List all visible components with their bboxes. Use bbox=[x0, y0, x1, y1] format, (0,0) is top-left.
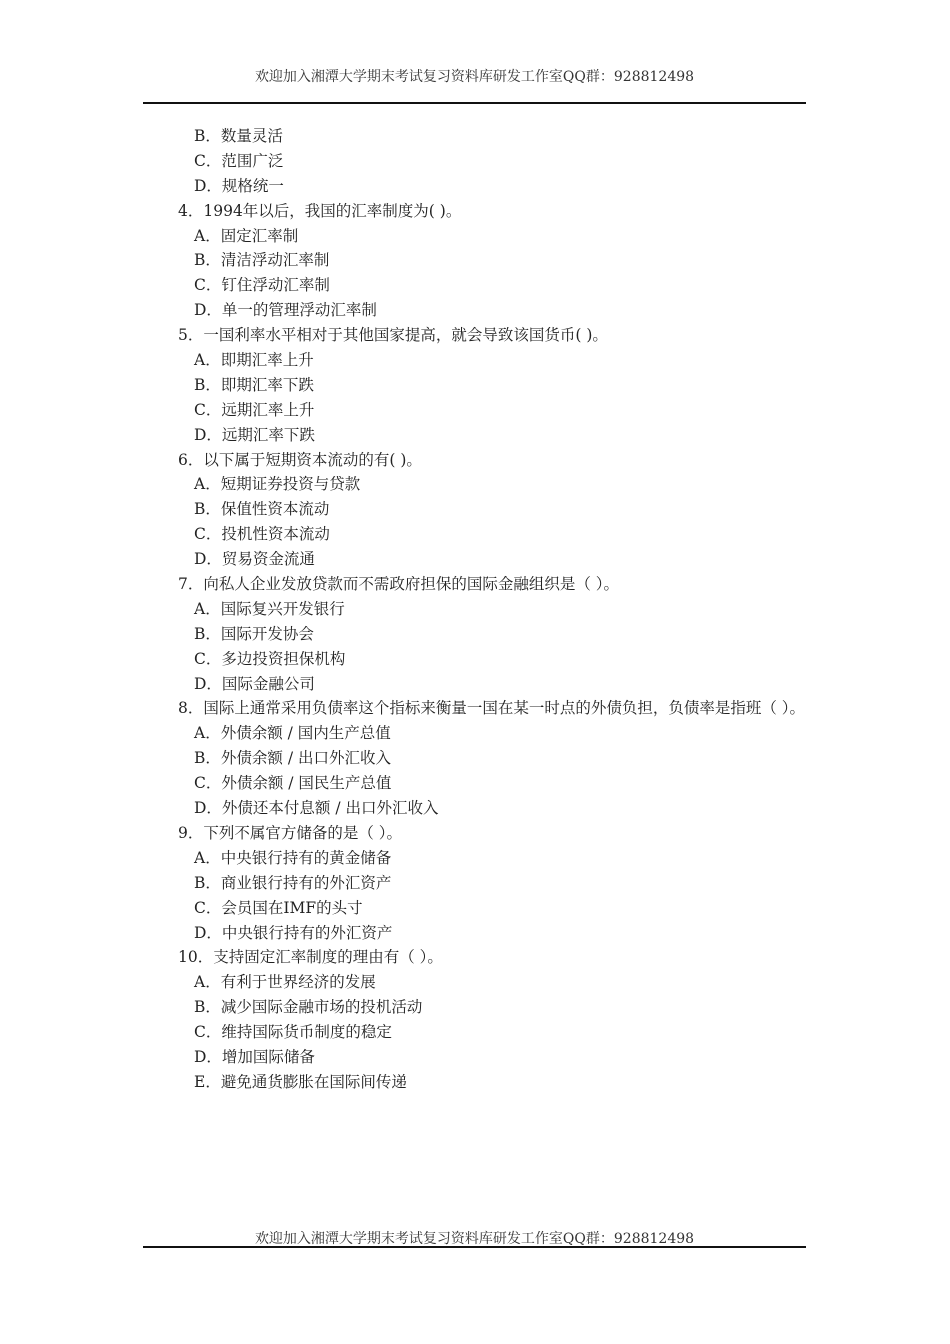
page-header: 欢迎加入湘潭大学期末考试复习资料库研发工作室QQ群：928812498 bbox=[254, 69, 695, 85]
answer-option: D．远期汇率下跌 bbox=[194, 425, 315, 444]
answer-option: B．国际开发协会 bbox=[194, 624, 314, 643]
question-stem: 10．支持固定汇率制度的理由有（ ）。 bbox=[178, 948, 443, 967]
answer-option: C．投机性资本流动 bbox=[194, 525, 330, 544]
answer-option: D．国际金融公司 bbox=[194, 674, 315, 693]
answer-option: C．钉住浮动汇率制 bbox=[194, 276, 330, 295]
answer-option: C．范围广泛 bbox=[194, 151, 284, 170]
question-stem: 9．下列不属官方储备的是（ ）。 bbox=[178, 823, 403, 842]
answer-option: A．固定汇率制 bbox=[194, 226, 299, 245]
answer-option: B．商业银行持有的外汇资产 bbox=[194, 873, 392, 892]
answer-option: A．短期证券投资与贷款 bbox=[194, 475, 361, 494]
answer-option: D．外债还本付息额 / 出口外汇收入 bbox=[194, 799, 439, 818]
answer-option: D．中央银行持有的外汇资产 bbox=[194, 923, 393, 942]
answer-option: C．多边投资担保机构 bbox=[194, 649, 346, 668]
answer-option: C．维持国际货币制度的稳定 bbox=[194, 1023, 392, 1042]
answer-option: C．会员国在IMF的头寸 bbox=[194, 898, 363, 917]
answer-option: B．减少国际金融市场的投机活动 bbox=[194, 998, 423, 1017]
header-rule bbox=[143, 102, 806, 104]
answer-option: A．外债余额 / 国内生产总值 bbox=[194, 724, 391, 743]
question-stem: 4．1994年以后，我国的汇率制度为( )。 bbox=[178, 201, 462, 220]
answer-option: B．数量灵活 bbox=[194, 127, 283, 145]
answer-option: D．贸易资金流通 bbox=[194, 550, 315, 569]
answer-option: B．外债余额 / 出口外汇收入 bbox=[194, 749, 391, 768]
answer-option: A．有利于世界经济的发展 bbox=[194, 973, 376, 992]
answer-option: D．规格统一 bbox=[194, 176, 284, 195]
answer-option: A．中央银行持有的黄金储备 bbox=[194, 848, 392, 867]
answer-option: C．外债余额 / 国民生产总值 bbox=[194, 774, 392, 793]
answer-option: B．保值性资本流动 bbox=[194, 500, 330, 519]
answer-option: A．即期汇率上升 bbox=[194, 351, 314, 370]
question-stem: 7．向私人企业发放贷款而不需政府担保的国际金融组织是（ ）。 bbox=[178, 575, 620, 594]
answer-option: D．增加国际储备 bbox=[194, 1047, 315, 1066]
answer-option: A．国际复兴开发银行 bbox=[194, 599, 345, 618]
answer-option: C．远期汇率上升 bbox=[194, 400, 315, 419]
answer-option: D．单一的管理浮动汇率制 bbox=[194, 301, 377, 320]
question-stem: 5．一国利率水平相对于其他国家提高，就会导致该国货币( )。 bbox=[178, 326, 608, 345]
answer-option: B．清洁浮动汇率制 bbox=[194, 251, 330, 270]
question-stem: 6．以下属于短期资本流动的有( )。 bbox=[178, 450, 422, 469]
question-stem: 8．国际上通常采用负债率这个指标来衡量一国在某一时点的外债负担，负债率是指班（ ）。 bbox=[178, 699, 806, 718]
answer-option: B．即期汇率下跌 bbox=[194, 375, 314, 394]
answer-option: E．避免通货膨胀在国际间传递 bbox=[194, 1072, 407, 1091]
page-footer: 欢迎加入湘潭大学期末考试复习资料库研发工作室QQ群：928812498 bbox=[254, 1231, 695, 1247]
question-list bbox=[150, 124, 810, 1095]
